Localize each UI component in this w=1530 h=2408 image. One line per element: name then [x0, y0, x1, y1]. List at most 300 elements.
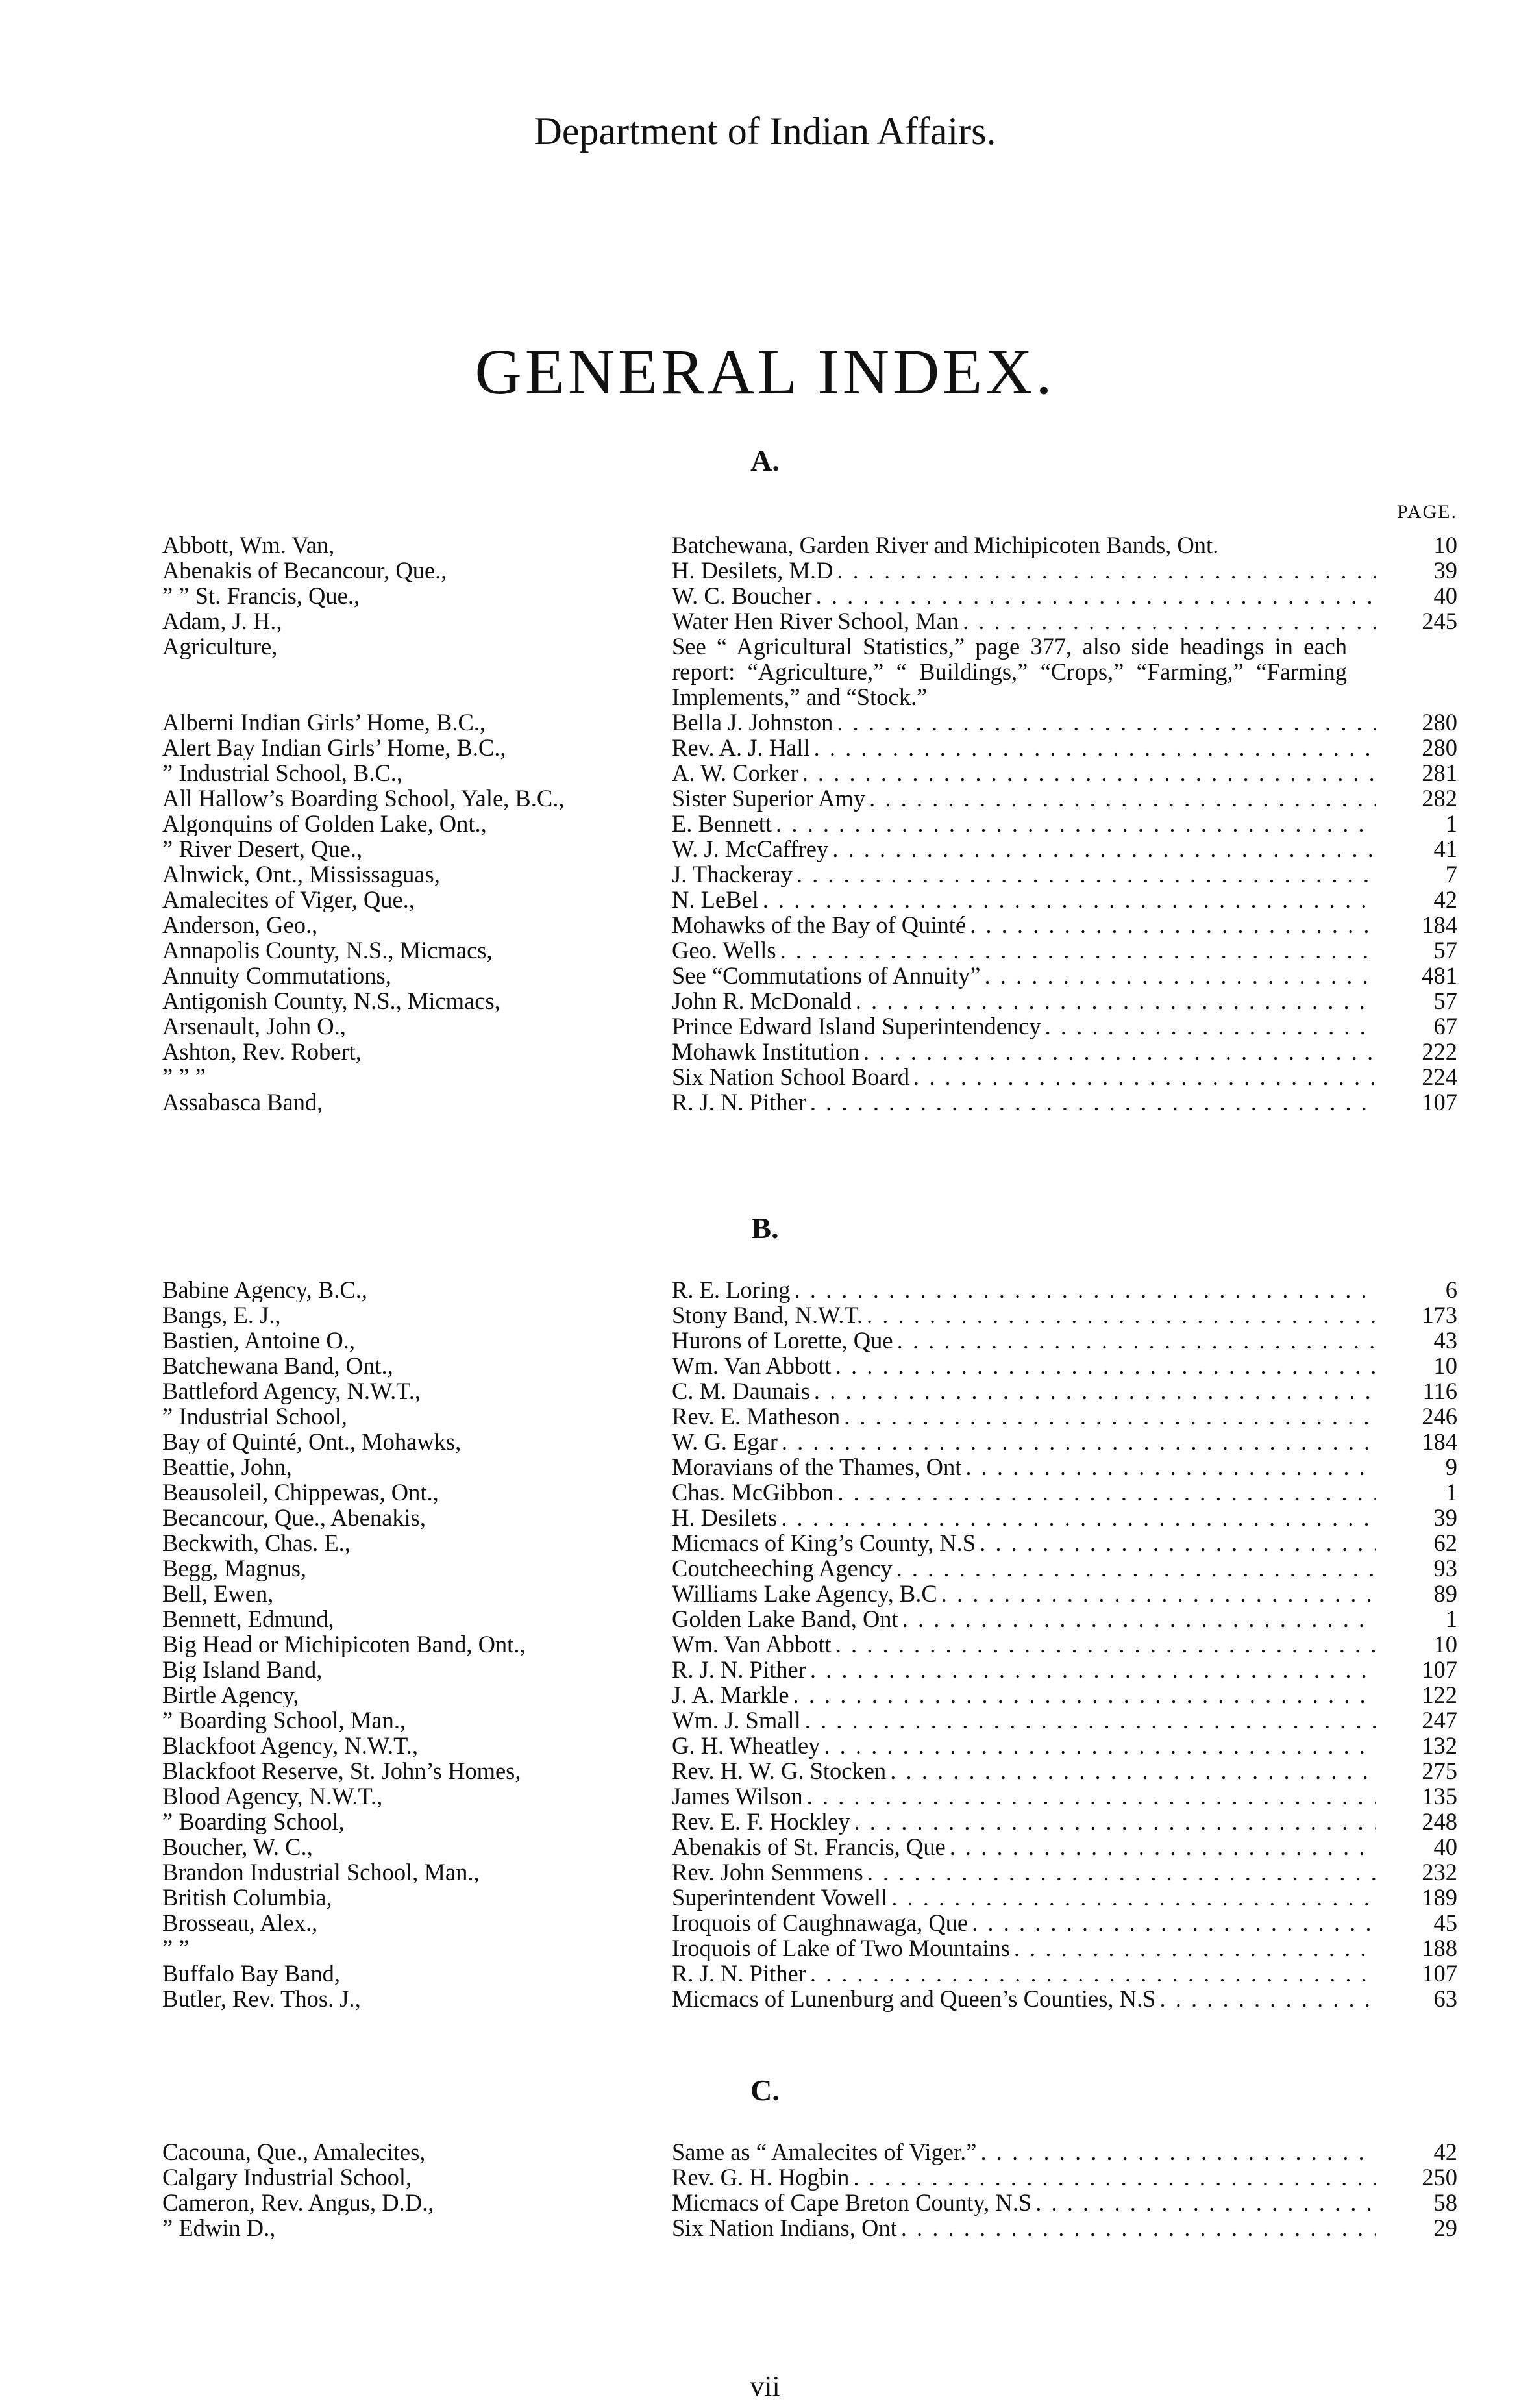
entry-name: Ashton, Rev. Robert,	[162, 1039, 362, 1064]
entry-name: Assabasca Band,	[162, 1089, 323, 1115]
dot-leader	[835, 1632, 1376, 1657]
dot-leader	[835, 1353, 1376, 1378]
entry-reference	[672, 1454, 1379, 1480]
entry-reference-text: Rev. A. J. Hall	[672, 734, 810, 761]
entry-name: Bangs, E. J.,	[162, 1302, 281, 1328]
dot-leader	[763, 887, 1376, 912]
dot-leader	[950, 1834, 1376, 1859]
entry-page-number: 107	[1422, 1089, 1457, 1115]
entry-reference	[672, 760, 1379, 786]
entry-reference-text: Wm. Van Abbott	[672, 1631, 832, 1657]
entry-reference-text: A. W. Corker	[672, 760, 798, 786]
entry-reference	[672, 1581, 1379, 1606]
entry-name: Calgary Industrial School,	[162, 2165, 412, 2190]
entry-page-number: 189	[1422, 1884, 1457, 1911]
dot-leader	[793, 1682, 1376, 1707]
entry-reference	[672, 1039, 1379, 1064]
entry-reference-text: Sister Superior Amy	[672, 785, 866, 812]
entry-reference	[672, 1986, 1379, 2011]
dot-leader	[824, 1733, 1376, 1758]
entry-page-number: 40	[1433, 1833, 1457, 1860]
entry-page-number: 42	[1433, 886, 1457, 913]
index-entry	[162, 1039, 1457, 1064]
index-entry	[162, 1657, 1457, 1682]
page-folio: vii	[750, 2370, 780, 2402]
entry-name: Babine Agency, B.C.,	[162, 1277, 367, 1302]
page-title: GENERAL INDEX.	[475, 336, 1055, 408]
dot-leader	[805, 1707, 1376, 1733]
index-entry	[162, 1682, 1457, 1707]
index-entry	[162, 1429, 1457, 1454]
index-entry	[162, 1733, 1457, 1758]
entry-name: Brosseau, Alex.,	[162, 1910, 318, 1935]
entry-page-number: 135	[1422, 1783, 1457, 1809]
entry-reference-text: Williams Lake Agency, B.C	[672, 1580, 937, 1607]
entry-name: ” Industrial School, B.C.,	[162, 760, 403, 786]
entry-reference-text: Stony Band, N.W.T.	[672, 1302, 863, 1328]
index-entry	[162, 963, 1457, 988]
dot-leader	[970, 912, 1376, 937]
entry-page-number: 122	[1422, 1682, 1457, 1708]
entry-reference	[672, 1682, 1379, 1707]
index-entry	[162, 2165, 1457, 2190]
entry-reference	[672, 1556, 1379, 1581]
index-entry	[162, 583, 1457, 608]
entry-reference	[672, 608, 1379, 634]
dot-leader	[782, 1429, 1376, 1454]
entry-page-number: 280	[1422, 709, 1457, 736]
index-entry	[162, 1277, 1457, 1302]
entry-page-number: 39	[1433, 1504, 1457, 1531]
section-letter-b: B.	[751, 1211, 779, 1245]
entry-name: Alberni Indian Girls’ Home, B.C.,	[162, 710, 486, 735]
entry-page-number: 281	[1422, 760, 1457, 786]
entry-reference	[672, 1910, 1379, 1935]
entry-reference	[672, 710, 1379, 735]
entry-page-number: 132	[1422, 1732, 1457, 1759]
dot-leader	[863, 1039, 1376, 1064]
entry-page-number: 247	[1422, 1707, 1457, 1733]
entry-reference-text: Rev. E. Matheson	[672, 1403, 841, 1430]
index-entry	[162, 532, 1457, 558]
entry-name: Buffalo Bay Band,	[162, 1961, 341, 1986]
entry-page-number: 107	[1422, 1960, 1457, 1987]
dot-leader	[941, 1581, 1376, 1606]
entry-reference	[672, 1657, 1379, 1682]
index-entry	[162, 1935, 1457, 1961]
entry-page-number: 58	[1433, 2189, 1457, 2216]
entry-reference	[672, 1404, 1379, 1429]
index-entry	[162, 1505, 1457, 1530]
dot-leader	[963, 608, 1376, 634]
dot-leader	[816, 583, 1376, 608]
dot-leader	[867, 1302, 1376, 1328]
entry-name: Blood Agency, N.W.T.,	[162, 1783, 383, 1809]
entry-reference-text: R. J. N. Pither	[672, 1960, 806, 1987]
entry-reference	[672, 1530, 1379, 1556]
dot-leader	[891, 1885, 1376, 1910]
index-entry	[162, 836, 1457, 862]
entry-name: Annuity Commutations,	[162, 963, 391, 988]
entry-reference-text: Wm. J. Small	[672, 1707, 801, 1733]
entry-page-number: 67	[1433, 1013, 1457, 1039]
index-entry	[162, 1454, 1457, 1480]
entry-page-number: 29	[1433, 2215, 1457, 2241]
entry-reference	[672, 836, 1379, 862]
entry-reference	[672, 912, 1379, 937]
dot-leader	[1014, 1935, 1376, 1961]
entry-name: Abenakis of Becancour, Que.,	[162, 558, 447, 583]
dot-leader	[1159, 1986, 1376, 2011]
entry-name: ” Edwin D.,	[162, 2215, 276, 2240]
entry-name: Blackfoot Agency, N.W.T.,	[162, 1733, 418, 1758]
entry-reference	[672, 2215, 1379, 2240]
entry-reference-text: Six Nation School Board	[672, 1063, 909, 1090]
section-letter-a: A.	[750, 444, 780, 477]
entry-page-number: 57	[1433, 937, 1457, 963]
entry-reference-text: W. J. McCaffrey	[672, 836, 829, 862]
dot-leader	[897, 1328, 1376, 1353]
dot-leader	[802, 760, 1376, 786]
dot-leader	[776, 811, 1376, 836]
entry-reference-text: John R. McDonald	[672, 987, 852, 1014]
entry-reference	[672, 1505, 1379, 1530]
index-entry	[162, 2139, 1457, 2165]
index-entry	[162, 988, 1457, 1013]
entry-name: Beattie, John,	[162, 1454, 292, 1480]
dot-leader	[837, 558, 1376, 583]
entry-name: Adam, J. H.,	[162, 608, 282, 634]
entry-name: Cacouna, Que., Amalecites,	[162, 2139, 426, 2165]
dot-leader	[794, 1277, 1376, 1302]
dot-leader	[980, 1530, 1376, 1556]
entry-name: Antigonish County, N.S., Micmacs,	[162, 988, 500, 1013]
entry-reference	[672, 811, 1379, 836]
entry-page-number: 246	[1422, 1403, 1457, 1430]
entry-reference	[672, 1480, 1379, 1505]
entry-page-number: 282	[1422, 785, 1457, 812]
index-entry	[162, 937, 1457, 963]
entry-reference-text: Geo. Wells	[672, 937, 776, 963]
entry-reference-text: R. J. N. Pither	[672, 1656, 806, 1683]
dot-leader	[867, 1859, 1376, 1885]
index-entry	[162, 1089, 1457, 1115]
index-entry	[162, 1834, 1457, 1859]
entry-name: Batchewana Band, Ont.,	[162, 1353, 393, 1378]
index-entry	[162, 735, 1457, 760]
entry-page-number: 184	[1422, 1428, 1457, 1455]
entry-reference	[672, 1733, 1379, 1758]
entry-reference	[672, 1378, 1379, 1404]
entry-reference-text: G. H. Wheatley	[672, 1732, 821, 1759]
entry-reference	[672, 1809, 1379, 1834]
entry-reference	[672, 558, 1379, 583]
entry-page-number: 1	[1445, 810, 1457, 837]
entry-name: Big Head or Michipicoten Band, Ont.,	[162, 1632, 526, 1657]
entry-reference	[672, 786, 1379, 811]
entry-reference	[672, 735, 1379, 760]
entry-page-number: 1	[1445, 1479, 1457, 1506]
entry-reference	[672, 2165, 1379, 2190]
entry-reference-text: Abenakis of St. Francis, Que	[672, 1833, 946, 1860]
entry-page-number: 41	[1433, 836, 1457, 862]
section-letter-c: C.	[750, 2074, 780, 2107]
dot-leader	[913, 1064, 1376, 1089]
index-entry	[162, 1961, 1457, 1986]
entry-page-number: 57	[1433, 987, 1457, 1014]
entry-name: Abbott, Wm. Van,	[162, 532, 335, 558]
index-section-a	[162, 532, 1457, 1115]
entry-page-number: 45	[1433, 1909, 1457, 1936]
index-entry	[162, 710, 1457, 735]
entry-reference-text: C. M. Daunais	[672, 1378, 810, 1404]
entry-reference-text: Coutcheeching Agency	[672, 1555, 893, 1582]
entry-reference-text: Iroquois of Caughnawaga, Que	[672, 1909, 969, 1936]
entry-name: ” Boarding School,	[162, 1809, 345, 1834]
entry-reference-text: R. J. N. Pither	[672, 1089, 806, 1115]
entry-page-number: 222	[1422, 1038, 1457, 1065]
entry-reference	[672, 1961, 1379, 1986]
index-entry	[162, 2190, 1457, 2215]
entry-name: Alert Bay Indian Girls’ Home, B.C.,	[162, 735, 506, 760]
dot-leader	[984, 963, 1376, 988]
entry-page-number: 173	[1422, 1302, 1457, 1328]
entry-name: British Columbia,	[162, 1885, 332, 1910]
entry-reference-text: E. Bennett	[672, 810, 772, 837]
entry-reference	[672, 1353, 1379, 1378]
entry-page-number: 93	[1433, 1555, 1457, 1582]
entry-reference-text: Same as “ Amalecites of Viger.”	[672, 2139, 977, 2165]
entry-page-number: 107	[1422, 1656, 1457, 1683]
entry-name: Anderson, Geo.,	[162, 912, 318, 937]
entry-reference	[672, 1885, 1379, 1910]
entry-reference-text: Wm. Van Abbott	[672, 1352, 832, 1379]
entry-name: Arsenault, John O.,	[162, 1013, 346, 1039]
dot-leader	[796, 862, 1376, 887]
entry-name: Annapolis County, N.S., Micmacs,	[162, 937, 493, 963]
entry-reference	[672, 2190, 1379, 2215]
entry-reference-text: Mohawk Institution	[672, 1038, 859, 1065]
entry-reference	[672, 532, 1379, 558]
entry-page-number: 250	[1422, 2164, 1457, 2191]
entry-reference	[672, 2139, 1379, 2165]
dot-leader	[814, 735, 1376, 760]
dot-leader	[810, 1961, 1376, 1986]
entry-reference-text: W. G. Egar	[672, 1428, 778, 1455]
entry-reference-text: Superintendent Vowell	[672, 1884, 888, 1911]
index-entry	[162, 760, 1457, 786]
dot-leader	[781, 1505, 1376, 1530]
dot-leader	[810, 1089, 1376, 1115]
entry-page-number: 89	[1433, 1580, 1457, 1607]
index-entry	[162, 1064, 1457, 1089]
entry-reference-text: R. E. Loring	[672, 1276, 791, 1303]
entry-name: Beausoleil, Chippewas, Ont.,	[162, 1480, 439, 1505]
entry-reference-text: Golden Lake Band, Ont	[672, 1606, 898, 1632]
entry-page-number: 10	[1433, 1352, 1457, 1379]
dot-leader	[807, 1783, 1376, 1809]
index-entry	[162, 634, 1457, 710]
entry-page-number: 7	[1445, 861, 1457, 887]
dot-leader	[814, 1378, 1376, 1404]
running-head: Department of Indian Affairs.	[534, 110, 996, 153]
entry-reference-text: Bella J. Johnston	[672, 709, 833, 736]
entry-page-number: 184	[1422, 912, 1457, 938]
dot-leader	[810, 1657, 1376, 1682]
index-entry	[162, 1378, 1457, 1404]
index-entry	[162, 786, 1457, 811]
entry-reference	[672, 988, 1379, 1013]
entry-name: ” Boarding School, Man.,	[162, 1707, 406, 1733]
dot-leader	[1045, 1013, 1376, 1039]
index-entry	[162, 1758, 1457, 1783]
index-entry	[162, 1404, 1457, 1429]
entry-reference-text: Hurons of Lorette, Que	[672, 1327, 893, 1354]
entry-name: Cameron, Rev. Angus, D.D.,	[162, 2190, 434, 2215]
dot-leader	[972, 1910, 1376, 1935]
index-entry	[162, 608, 1457, 634]
entry-reference	[672, 1302, 1379, 1328]
entry-page-number: 224	[1422, 1063, 1457, 1090]
entry-name: ” ” ”	[162, 1064, 206, 1089]
entry-page-number: 6	[1445, 1276, 1457, 1303]
entry-reference-text: Micmacs of King’s County, N.S	[672, 1530, 976, 1556]
index-entry	[162, 1606, 1457, 1632]
entry-page-number: 42	[1433, 2139, 1457, 2165]
entry-page-number: 232	[1422, 1859, 1457, 1885]
entry-name: Algonquins of Golden Lake, Ont.,	[162, 811, 487, 836]
entry-page-number: 1	[1445, 1606, 1457, 1632]
entry-name: Boucher, W. C.,	[162, 1834, 313, 1859]
entry-name: Butler, Rev. Thos. J.,	[162, 1986, 361, 2011]
dot-leader	[980, 2139, 1376, 2165]
entry-reference-text: Mohawks of the Bay of Quinté	[672, 912, 967, 938]
entry-reference	[672, 1606, 1379, 1632]
dot-leader	[902, 1606, 1376, 1632]
entry-reference-text: J. Thackeray	[672, 861, 793, 887]
entry-name: ” ”	[162, 1935, 190, 1961]
entry-reference	[672, 862, 1379, 887]
index-entry	[162, 1480, 1457, 1505]
entry-reference	[672, 1707, 1379, 1733]
index-entry	[162, 1302, 1457, 1328]
index-entry	[162, 1632, 1457, 1657]
index-entry	[162, 862, 1457, 887]
index-entry	[162, 1328, 1457, 1353]
entry-reference	[672, 1277, 1379, 1302]
entry-reference	[672, 1429, 1379, 1454]
entry-name: All Hallow’s Boarding School, Yale, B.C.,	[162, 786, 565, 811]
entry-name: ” River Desert, Que.,	[162, 836, 363, 862]
entry-reference	[672, 1859, 1379, 1885]
entry-reference	[672, 1935, 1379, 1961]
dot-leader	[1035, 2190, 1376, 2215]
entry-reference	[672, 937, 1379, 963]
dot-leader	[890, 1758, 1376, 1783]
entry-page-number: 63	[1433, 1985, 1457, 2012]
index-entry	[162, 912, 1457, 937]
entry-reference-text: Iroquois of Lake of Two Mountains	[672, 1935, 1010, 1961]
entry-reference	[672, 1064, 1379, 1089]
entry-name: Bastien, Antoine O.,	[162, 1328, 356, 1353]
entry-reference-text: Micmacs of Cape Breton County, N.S	[672, 2189, 1032, 2216]
index-entry	[162, 1556, 1457, 1581]
entry-page-number: 10	[1433, 532, 1457, 558]
entry-page-number: 9	[1445, 1454, 1457, 1480]
dot-leader	[853, 2165, 1376, 2190]
entry-reference-text: Batchewana, Garden River and Michipicoten Bands, Ont.	[672, 532, 1219, 558]
entry-reference-text: Micmacs of Lunenburg and Queen’s Counties, N.S	[672, 1985, 1156, 2012]
entry-page-number: 188	[1422, 1935, 1457, 1961]
entry-name: Beckwith, Chas. E.,	[162, 1530, 351, 1556]
dot-leader	[780, 937, 1376, 963]
entry-reference	[672, 963, 1379, 988]
entry-reference	[672, 1758, 1379, 1783]
entry-page-number: 116	[1422, 1378, 1457, 1404]
entry-reference-text: Six Nation Indians, Ont	[672, 2215, 897, 2241]
entry-reference-text: See “Commutations of Annuity”	[672, 962, 981, 989]
entry-name: Brandon Industrial School, Man.,	[162, 1859, 480, 1885]
entry-reference-text: See “ Agricultural Statistics,” page 377, also side headings in each report: “Agriculture,” “ Buildings,” “Crops,” “Farming,” “Farming Implements,” and “Stock.”	[672, 633, 1353, 710]
entry-name: Bay of Quinté, Ont., Mohawks,	[162, 1429, 462, 1454]
entry-page-number: 43	[1433, 1327, 1457, 1354]
entry-reference-text: James Wilson	[672, 1783, 803, 1809]
index-entry	[162, 811, 1457, 836]
entry-page-number: 275	[1422, 1757, 1457, 1784]
entry-page-number: 39	[1433, 557, 1457, 584]
entry-reference	[672, 1783, 1379, 1809]
entry-reference-text: Rev. John Semmens	[672, 1859, 863, 1885]
entry-name: Bennett, Edmund,	[162, 1606, 334, 1632]
entry-reference-text: Rev. G. H. Hogbin	[672, 2164, 850, 2191]
entry-name: Bell, Ewen,	[162, 1581, 274, 1606]
index-entry	[162, 887, 1457, 912]
entry-page-number: 245	[1422, 608, 1457, 634]
entry-reference-text: Rev. E. F. Hockley	[672, 1808, 850, 1835]
index-entry	[162, 1986, 1457, 2011]
entry-reference-text: N. LeBel	[672, 886, 759, 913]
entry-name: Agriculture,	[162, 634, 278, 659]
index-entry	[162, 1783, 1457, 1809]
entry-reference-text: Moravians of the Thames, Ont	[672, 1454, 962, 1480]
entry-name: Big Island Band,	[162, 1657, 323, 1682]
entry-reference	[672, 634, 1379, 710]
index-entry	[162, 558, 1457, 583]
entry-name: Birtle Agency,	[162, 1682, 299, 1707]
dot-leader	[837, 710, 1376, 735]
entry-page-number: 248	[1422, 1808, 1457, 1835]
entry-reference-text: H. Desilets	[672, 1504, 778, 1531]
entry-name: Becancour, Que., Abenakis,	[162, 1505, 426, 1530]
entry-reference	[672, 1089, 1379, 1115]
entry-reference-text: Chas. McGibbon	[672, 1479, 834, 1506]
entry-name: Blackfoot Reserve, St. John’s Homes,	[162, 1758, 521, 1783]
entry-reference	[672, 1013, 1379, 1039]
entry-name: Battleford Agency, N.W.T.,	[162, 1378, 421, 1404]
entry-page-number: 40	[1433, 582, 1457, 609]
index-entry	[162, 1707, 1457, 1733]
entry-reference	[672, 583, 1379, 608]
dot-leader	[837, 1480, 1376, 1505]
entry-page-number: 62	[1433, 1530, 1457, 1556]
index-entry	[162, 1885, 1457, 1910]
dot-leader	[832, 836, 1376, 862]
entry-name: Amalecites of Viger, Que.,	[162, 887, 415, 912]
entry-page-number: 10	[1433, 1631, 1457, 1657]
index-entry	[162, 1013, 1457, 1039]
entry-reference-text: Rev. H. W. G. Stocken	[672, 1757, 887, 1784]
entry-page-number: 481	[1422, 962, 1457, 989]
